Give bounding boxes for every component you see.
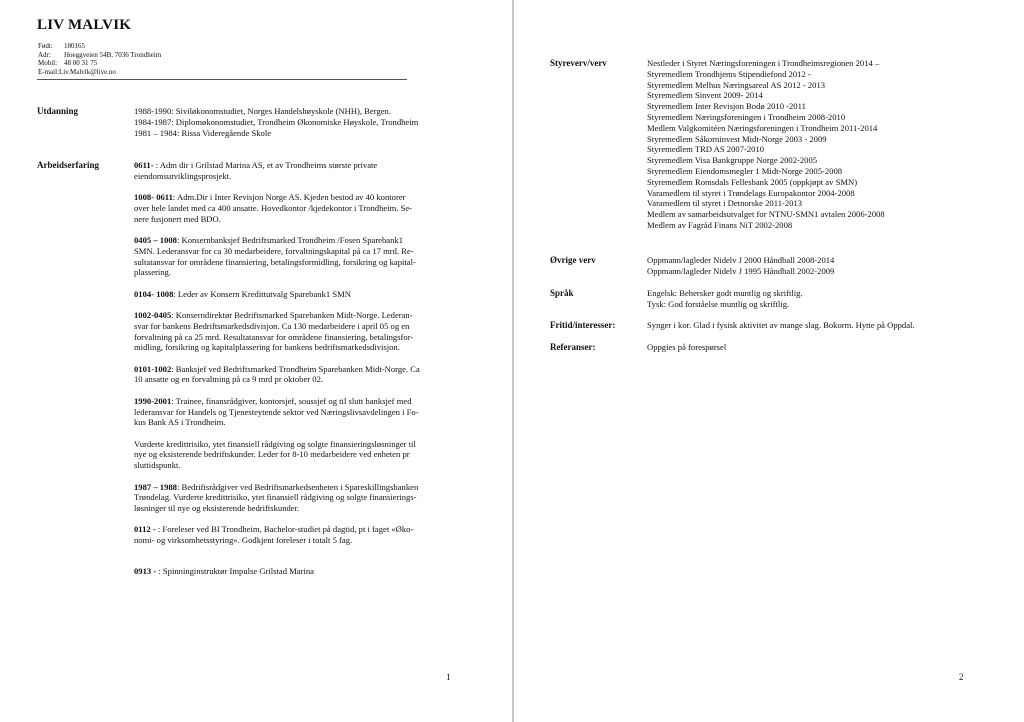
experience-period: 0405 – 1008 bbox=[134, 234, 177, 245]
board-line: Styremedlem Trondhjems Stipendiefond 2012 - bbox=[647, 68, 811, 79]
experience-text: forvaltning på ca 25 mrd. Resultatansvar for områdene finansiering, betalingsfor- bbox=[134, 331, 414, 342]
experience-text: over hele landet med ca 400 ansatte. Hovedkontor /kjedekontor i Trondheim. Se- bbox=[134, 202, 413, 213]
other-roles-section bbox=[647, 255, 834, 277]
header-rule bbox=[37, 79, 407, 80]
board-label: Styreverv/verv bbox=[550, 58, 607, 68]
other-role-line: Oppmann/lagleder Nidelv J 1995 Håndball 2002-2009 bbox=[647, 265, 835, 276]
experience-entry bbox=[134, 235, 420, 278]
experience-line bbox=[134, 246, 420, 257]
references-label: Referanser: bbox=[550, 342, 596, 352]
page-2 bbox=[514, 0, 1024, 722]
experience-line bbox=[134, 171, 420, 182]
experience-text: kus Bank AS i Trondheim. bbox=[134, 417, 226, 428]
experience-entry bbox=[134, 396, 420, 428]
experience-period: 0104- 1008 bbox=[134, 288, 174, 299]
experience-line bbox=[134, 160, 420, 171]
experience-entry bbox=[134, 524, 420, 546]
experience-line bbox=[134, 439, 420, 450]
experience-line bbox=[134, 332, 420, 343]
experience-label: Arbeidserfaring bbox=[37, 160, 99, 170]
experience-text: nomi- og virksomhetsstyring». Godkjent foreleser i totalt 5 fag. bbox=[134, 535, 353, 546]
language-line: Tysk: God forståelse muntlig og skriftlig. bbox=[647, 298, 790, 309]
board-line: Varamedlem til styret i Trøndelags Europakontor 2004-2008 bbox=[647, 187, 855, 198]
experience-line bbox=[134, 407, 420, 418]
contact-mobile: Mobil: 48 00 31 75 bbox=[38, 59, 98, 68]
other-role-line: Oppmann/lagleder Nidelv J 2000 Håndball 2008-2014 bbox=[647, 255, 835, 265]
experience-text: lederansvar for Handels og Tjenesteytende sektor ved Næringslivsavdelingen i Fo- bbox=[134, 406, 419, 417]
experience-entry bbox=[134, 566, 420, 577]
language-line: Engelsk: Behersker godt muntlig og skriftlig. bbox=[647, 288, 803, 298]
page-number: 2 bbox=[959, 672, 964, 682]
experience-line bbox=[134, 482, 420, 493]
experience-period: 1002-0405 bbox=[134, 309, 172, 320]
experience-line bbox=[134, 566, 420, 577]
leisure-label: Fritid/interesser: bbox=[550, 320, 616, 330]
board-line: Styremedlem Sinvent 2009- 2014 bbox=[647, 90, 763, 101]
experience-text: : Trainee, finansrådgiver, kontorsjef, soussjef og til slutt banksjef med bbox=[171, 395, 412, 406]
experience-text: midling, forsikring og kapitalplassering for bankens bedriftsmarkedsdivisjon. bbox=[134, 342, 400, 353]
experience-text: nere fusjonert med BDO. bbox=[134, 213, 221, 224]
contact-email: E-mail:Liv.Malvik@live.no bbox=[38, 67, 116, 76]
experience-line bbox=[134, 257, 420, 268]
page-number: 1 bbox=[446, 672, 451, 682]
experience-period: 0112 - bbox=[134, 524, 156, 535]
experience-line bbox=[134, 396, 420, 407]
experience-entry bbox=[134, 160, 420, 182]
experience-line bbox=[134, 460, 420, 471]
board-line: Styremedlem Visa Bankgruppe Norge 2002-2005 bbox=[647, 155, 818, 166]
experience-entry bbox=[134, 289, 420, 300]
board-line: Styremedlem Romsdals Fellesbank 2005 (oppkjøpt av SMN) bbox=[647, 176, 858, 187]
education-line: 1984-1987: Diplomøkonomstudiet, Trondheim Økonomiske Høyskole, Trondheim bbox=[134, 116, 419, 127]
experience-line bbox=[134, 267, 420, 278]
experience-line bbox=[134, 192, 420, 203]
experience-entry bbox=[134, 439, 420, 471]
experience-period: 0101-1002 bbox=[134, 363, 172, 374]
experience-text: : Konserndirektør Bedriftsmarked Sparebanken Midt-Norge. Lederan- bbox=[171, 309, 413, 320]
experience-section bbox=[134, 160, 420, 587]
experience-text: : Adm dir i Grilstad Marina AS, et av Trondheims største private bbox=[153, 160, 378, 170]
board-line: Styremedlem Melhus Næringsareal AS 2012 - 2013 bbox=[647, 79, 826, 90]
references-line: Oppgies på forespørsel bbox=[647, 342, 727, 352]
contact-birth: Født: 180165 bbox=[38, 42, 85, 50]
board-line: Styremedlem Eiendomsmegler 1 Midt-Norge 2005-2008 bbox=[647, 165, 843, 176]
board-line: Medlem av Fagråd Finans NiT 2002-2008 bbox=[647, 219, 793, 230]
experience-line bbox=[134, 214, 420, 225]
contact-block bbox=[38, 42, 161, 76]
education-line: 1988-1990: Siviløkonomstudiet, Norges Handelshøyskole (NHH), Bergen. bbox=[134, 106, 391, 116]
language-section bbox=[647, 288, 803, 310]
leisure-section bbox=[647, 320, 915, 331]
experience-text: : Bedriftsrådgiver ved Bedriftsmarkedsenheten i Spareskillingsbanken bbox=[176, 481, 419, 492]
experience-text: sluttidspunkt. bbox=[134, 460, 181, 471]
experience-text: 10 ansatte og en forvaltning på ca 9 mrd pr oktober 02. bbox=[134, 374, 324, 385]
language-label: Språk bbox=[550, 288, 574, 298]
education-line: 1981 – 1984: Rissa Videregående Skole bbox=[134, 127, 272, 138]
experience-line bbox=[134, 449, 420, 460]
experience-line bbox=[134, 417, 420, 428]
experience-entry bbox=[134, 192, 420, 224]
education-label: Utdanning bbox=[37, 106, 79, 116]
experience-text: sultatansvar for områdene finansiering, betalingsformidling, forsikring og kapital- bbox=[134, 256, 416, 267]
experience-line bbox=[134, 310, 420, 321]
experience-line bbox=[134, 289, 420, 300]
experience-text: : Banksjef ved Bedriftsmarked Trondheim Sparebanken Midt-Norge. Ca bbox=[171, 363, 420, 374]
experience-text: eiendomsutviklingsprosjekt. bbox=[134, 170, 232, 181]
experience-text: løsninger til nye og eksisterende bedriftskunder. bbox=[134, 503, 300, 514]
board-line: Styremedlem Såkorninvest Midt-Norge 2003 - 2009 bbox=[647, 133, 827, 144]
other-roles-label: Øvrige verv bbox=[550, 255, 596, 265]
experience-text: SMN. Lederansvar for ca 30 medarbeidere, forvaltningskapital på ca 17 mrd. Re- bbox=[134, 245, 414, 256]
experience-period: 0611- bbox=[134, 160, 154, 170]
experience-text: : Adm.Dir i Inter Revisjon Norge AS. Kjeden bestod av 40 kontorer bbox=[172, 192, 406, 203]
experience-period: 1987 – 1988 bbox=[134, 481, 177, 492]
experience-text: : Spinninginstruktør Impulse Grilstad Marina bbox=[156, 566, 314, 577]
board-line: Nestleder i Styret Næringsforeningen i Trondheimsregionen 2014 – bbox=[647, 58, 880, 68]
experience-text: : Konsernbanksjef Bedriftsmarked Trondheim /Fosen Sparebank1 bbox=[176, 234, 403, 245]
board-line: Medlem av samarbeidsutvalget for NTNU-SMN1 avtalen 2006-2008 bbox=[647, 209, 885, 220]
experience-line bbox=[134, 321, 420, 332]
board-line: Styremedlem Inter Revisjon Bodø 2010 -2011 bbox=[647, 101, 806, 112]
experience-entry bbox=[134, 364, 420, 386]
board-line: Styremedlem Næringsforeningen i Trondheim 2008-2010 bbox=[647, 111, 846, 122]
experience-line bbox=[134, 503, 420, 514]
experience-text: : Leder av Konsern Kredittutvalg Sparebank1 SMN bbox=[173, 288, 351, 299]
cv-name: LIV MALVIK bbox=[37, 17, 132, 33]
experience-period: 1990-2001 bbox=[134, 395, 172, 406]
experience-entry bbox=[134, 310, 420, 353]
experience-text: svar for bankens Bedriftsmarkedsdivisjon. Ca 130 medarbeidere i april 05 og en bbox=[134, 320, 410, 331]
experience-period: 1008- 0611 bbox=[134, 192, 173, 203]
experience-text: : Foreleser ved BI Trondheim, Bachelor-studiet på dagtid, pt i faget «Øko- bbox=[155, 524, 414, 535]
references-section bbox=[647, 342, 726, 353]
experience-line bbox=[134, 364, 420, 375]
experience-period: 0913 - bbox=[134, 566, 157, 577]
experience-line bbox=[134, 235, 420, 246]
experience-line bbox=[134, 492, 420, 503]
experience-line bbox=[134, 374, 420, 385]
experience-line bbox=[134, 203, 420, 214]
board-section bbox=[647, 58, 885, 231]
experience-line bbox=[134, 524, 420, 535]
contact-address: Adr: Hoeggveien 54B, 7036 Trondheim bbox=[38, 50, 162, 59]
leisure-line: Synger i kor. Glad i fysisk aktivitet av mange slag. Bokorm. Hytte på Oppdal. bbox=[647, 320, 915, 330]
board-line: Styremedlem TRD AS 2007-2010 bbox=[647, 144, 765, 155]
education-section bbox=[134, 106, 418, 138]
board-line: Medlem Valgkomitéen Næringsforeningen i Trondheim 2011-2014 bbox=[647, 122, 878, 133]
experience-line bbox=[134, 342, 420, 353]
experience-line bbox=[134, 535, 420, 546]
experience-text: plassering. bbox=[134, 267, 171, 278]
experience-text: nye og eksisterende bedriftskunder. Leder for 8-10 medarbeidere ved enheten pr bbox=[134, 449, 410, 460]
experience-text: Trøndelag. Vurderte kredittrisiko, ytet finansiell rådgiving og solgte finansierings- bbox=[134, 492, 417, 503]
experience-entry bbox=[134, 482, 420, 514]
experience-text: Vurderte kredittrisiko, ytet finansiell rådgiving og solgte finansieringsløsninger til bbox=[134, 438, 416, 449]
board-line: Varamedlem til styret i Detnorske 2011-2013 bbox=[647, 198, 803, 209]
